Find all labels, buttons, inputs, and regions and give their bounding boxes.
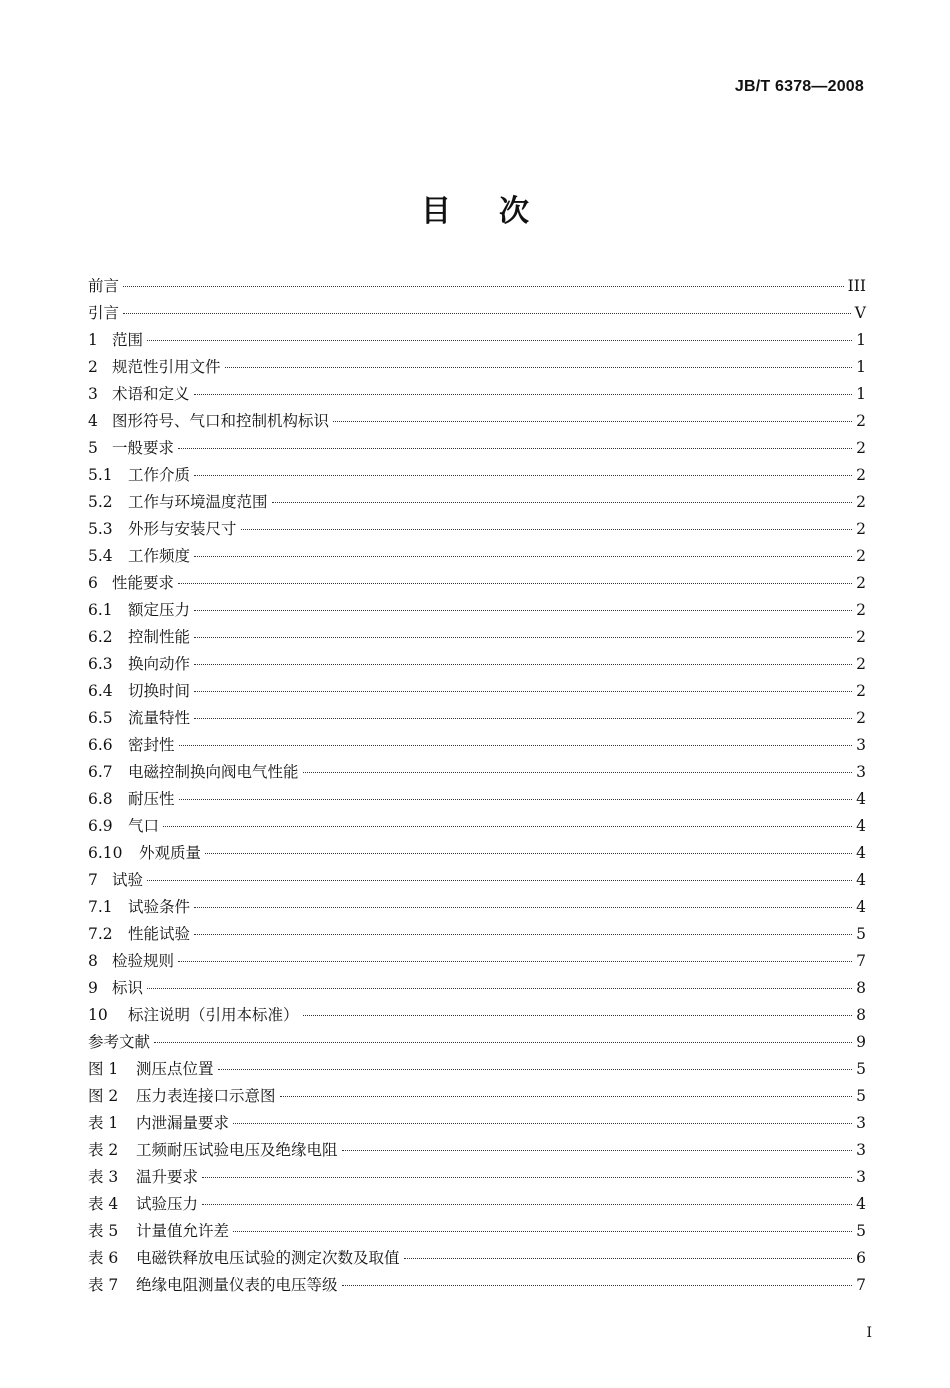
toc-entry[interactable] [88, 435, 866, 462]
dot-leader [233, 1122, 852, 1124]
toc-entry-page: 3 [856, 1114, 866, 1132]
toc-entry-number: 5.2 [88, 493, 113, 511]
toc-entry[interactable] [88, 462, 866, 489]
toc-entry[interactable] [88, 1191, 866, 1218]
toc-entry-title: 范围 [112, 331, 144, 349]
toc-entry[interactable] [88, 1272, 866, 1299]
toc-entry-title: 标识 [112, 979, 144, 997]
toc-entry[interactable] [88, 354, 866, 381]
toc-entry-title: 密封性 [128, 736, 175, 754]
toc-entry[interactable] [88, 381, 866, 408]
toc-entry-title: 电磁铁释放电压试验的测定次数及取值 [136, 1249, 400, 1267]
toc-entry-title: 流量特性 [128, 709, 191, 727]
toc-entry-number: 7.1 [88, 898, 113, 916]
dot-leader [179, 744, 853, 746]
toc-entry-page: 2 [856, 439, 866, 457]
toc-entry-title: 试验 [112, 871, 144, 889]
toc-entry-number: 图 2 [88, 1087, 119, 1105]
page-title: 目次 [421, 194, 577, 229]
dot-leader [194, 636, 852, 638]
dot-leader [178, 960, 852, 962]
dot-leader [202, 1203, 852, 1205]
dot-leader [179, 798, 853, 800]
toc-entry-page: 2 [856, 412, 866, 430]
toc-entry-page: 2 [856, 655, 866, 673]
toc-entry-number: 表 6 [88, 1249, 119, 1267]
toc-entry-title: 电磁控制换向阀电气性能 [128, 763, 299, 781]
toc-entry-number: 表 4 [88, 1195, 119, 1213]
toc-entry-title: 前言 [88, 277, 120, 295]
toc-entry-number: 6.6 [88, 736, 113, 754]
toc-entry-number: 5 [88, 439, 98, 457]
toc-entry-number: 7 [88, 871, 98, 889]
toc-entry-number: 6.4 [88, 682, 113, 700]
toc-entry[interactable] [88, 327, 866, 354]
toc-entry-page: 2 [856, 574, 866, 592]
toc-entry-title: 耐压性 [128, 790, 175, 808]
dot-leader [123, 312, 851, 314]
toc-entry-title: 压力表连接口示意图 [136, 1087, 276, 1105]
toc-entry-title: 外形与安装尺寸 [128, 520, 237, 538]
dot-leader [163, 825, 852, 827]
toc-entry-title: 引言 [88, 304, 120, 322]
toc-entry-page: 2 [856, 466, 866, 484]
toc-entry-title: 控制性能 [128, 628, 191, 646]
dot-leader [303, 1014, 853, 1016]
toc-entry-title: 工作介质 [128, 466, 191, 484]
toc-entry-title: 额定压力 [128, 601, 191, 619]
toc-entry-number: 6.3 [88, 655, 113, 673]
dot-leader [147, 879, 852, 881]
toc-entry[interactable] [88, 1110, 866, 1137]
toc-entry-title: 测压点位置 [136, 1060, 214, 1078]
toc-entry-title: 性能试验 [128, 925, 191, 943]
toc-entry-page: 4 [856, 1195, 866, 1213]
dot-leader [272, 501, 853, 503]
toc-entry-title: 图形符号、气口和控制机构标识 [112, 412, 330, 430]
toc-entry[interactable] [88, 1083, 866, 1110]
toc-entry-number: 1 [88, 331, 98, 349]
toc-entry[interactable] [88, 516, 866, 543]
dot-leader [342, 1284, 853, 1286]
dot-leader [205, 852, 852, 854]
dot-leader [194, 555, 852, 557]
toc-entry-number: 6.8 [88, 790, 113, 808]
dot-leader [202, 1176, 852, 1178]
dot-leader [225, 366, 853, 368]
toc-entry-number: 表 2 [88, 1141, 119, 1159]
toc-entry[interactable] [88, 273, 866, 300]
toc-entry-title: 工作频度 [128, 547, 191, 565]
toc-entry-number: 6.9 [88, 817, 113, 835]
toc-entry-page: 3 [856, 1141, 866, 1159]
toc-entry-number: 2 [88, 358, 98, 376]
toc-entry-number: 7.2 [88, 925, 113, 943]
toc-entry[interactable] [88, 1164, 866, 1191]
dot-leader [280, 1095, 853, 1097]
table-of-contents [88, 273, 866, 1299]
dot-leader [218, 1068, 853, 1070]
dot-leader [147, 339, 852, 341]
toc-entry-page: 5 [856, 1060, 866, 1078]
toc-entry-number: 3 [88, 385, 98, 403]
toc-entry-page: 2 [856, 682, 866, 700]
toc-entry-page: 2 [856, 709, 866, 727]
toc-entry-page: 4 [856, 844, 866, 862]
toc-entry-number: 表 5 [88, 1222, 119, 1240]
toc-entry[interactable] [88, 1056, 866, 1083]
toc-entry-page: 3 [856, 763, 866, 781]
toc-entry[interactable] [88, 840, 866, 867]
toc-entry[interactable] [88, 489, 866, 516]
dot-leader [194, 933, 852, 935]
dot-leader [194, 393, 853, 395]
toc-entry-title: 换向动作 [128, 655, 191, 673]
dot-leader [154, 1041, 852, 1043]
toc-entry[interactable] [88, 975, 866, 1002]
toc-entry-number: 5.1 [88, 466, 113, 484]
toc-entry-page: 1 [856, 358, 866, 376]
toc-entry-page: 3 [856, 1168, 866, 1186]
toc-entry[interactable] [88, 300, 866, 327]
toc-entry-page: 7 [856, 1276, 866, 1294]
toc-entry-page: 2 [856, 601, 866, 619]
toc-entry-page: 4 [856, 790, 866, 808]
toc-entry-number: 表 7 [88, 1276, 119, 1294]
toc-entry-title: 内泄漏量要求 [136, 1114, 230, 1132]
toc-entry-title: 外观质量 [139, 844, 202, 862]
toc-entry-page: 1 [856, 385, 866, 403]
toc-entry-page: 8 [856, 1006, 866, 1024]
toc-entry-page: 5 [856, 925, 866, 943]
toc-entry-page: 1 [856, 331, 866, 349]
toc-entry[interactable] [88, 732, 866, 759]
dot-leader [123, 285, 844, 287]
toc-entry-page: 4 [856, 871, 866, 889]
standard-code: JB/T 6378—2008 [734, 78, 864, 95]
toc-entry-page: V [854, 304, 866, 322]
dot-leader [241, 528, 853, 530]
toc-entry-title: 工频耐压试验电压及绝缘电阻 [136, 1141, 338, 1159]
toc-entry-page: 6 [856, 1249, 866, 1267]
page-number: I [866, 1325, 872, 1341]
toc-entry[interactable] [88, 705, 866, 732]
toc-entry-page: 9 [856, 1033, 866, 1051]
toc-entry-title: 性能要求 [112, 574, 175, 592]
toc-entry-number: 6.10 [88, 844, 123, 862]
toc-entry[interactable] [88, 921, 866, 948]
toc-entry-page: 7 [856, 952, 866, 970]
dot-leader [303, 771, 853, 773]
toc-entry[interactable] [88, 1137, 866, 1164]
toc-entry[interactable] [88, 570, 866, 597]
toc-entry-title: 参考文献 [88, 1033, 151, 1051]
dot-leader [194, 717, 852, 719]
toc-entry[interactable] [88, 543, 866, 570]
toc-entry-number: 6.2 [88, 628, 113, 646]
toc-entry[interactable] [88, 1245, 866, 1272]
toc-entry-title: 试验压力 [136, 1195, 199, 1213]
dot-leader [194, 663, 852, 665]
toc-entry[interactable] [88, 813, 866, 840]
toc-entry[interactable] [88, 1029, 866, 1056]
toc-entry-page: III [847, 277, 866, 295]
toc-entry[interactable] [88, 651, 866, 678]
toc-entry[interactable] [88, 597, 866, 624]
toc-entry-number: 6.7 [88, 763, 113, 781]
toc-entry-page: 5 [856, 1222, 866, 1240]
toc-entry-title: 绝缘电阻测量仪表的电压等级 [136, 1276, 338, 1294]
toc-entry-number: 9 [88, 979, 98, 997]
dot-leader [194, 609, 852, 611]
toc-entry[interactable] [88, 786, 866, 813]
toc-entry-number: 5.4 [88, 547, 113, 565]
toc-entry-title: 标注说明（引用本标准） [128, 1006, 299, 1024]
toc-entry-page: 5 [856, 1087, 866, 1105]
dot-leader [194, 690, 852, 692]
toc-entry-title: 气口 [128, 817, 160, 835]
dot-leader [233, 1230, 852, 1232]
toc-entry-number: 6 [88, 574, 98, 592]
toc-entry[interactable] [88, 759, 866, 786]
toc-entry-number: 表 3 [88, 1168, 119, 1186]
dot-leader [178, 582, 852, 584]
toc-entry-number: 5.3 [88, 520, 113, 538]
toc-entry-page: 2 [856, 547, 866, 565]
toc-entry-number: 4 [88, 412, 98, 430]
toc-entry-number: 10 [88, 1006, 108, 1024]
toc-entry-number: 6.1 [88, 601, 113, 619]
toc-entry-number: 表 1 [88, 1114, 119, 1132]
toc-entry[interactable] [88, 894, 866, 921]
toc-entry-number: 图 1 [88, 1060, 119, 1078]
toc-entry[interactable] [88, 867, 866, 894]
toc-entry[interactable] [88, 408, 866, 435]
dot-leader [404, 1257, 853, 1259]
toc-entry-page: 2 [856, 493, 866, 511]
dot-leader [147, 987, 852, 989]
dot-leader [194, 906, 852, 908]
toc-entry-title: 试验条件 [128, 898, 191, 916]
toc-entry-number: 8 [88, 952, 98, 970]
dot-leader [194, 474, 852, 476]
dot-leader [178, 447, 852, 449]
toc-entry-title: 计量值允许差 [136, 1222, 230, 1240]
toc-entry-page: 8 [856, 979, 866, 997]
toc-entry[interactable] [88, 948, 866, 975]
toc-entry-title: 温升要求 [136, 1168, 199, 1186]
toc-entry-title: 术语和定义 [112, 385, 190, 403]
toc-entry-title: 一般要求 [112, 439, 175, 457]
dot-leader [333, 420, 852, 422]
toc-entry[interactable] [88, 1002, 866, 1029]
toc-entry[interactable] [88, 624, 866, 651]
dot-leader [342, 1149, 853, 1151]
toc-entry-title: 工作与环境温度范围 [128, 493, 268, 511]
toc-entry-page: 2 [856, 520, 866, 538]
toc-entry-number: 6.5 [88, 709, 113, 727]
toc-entry-title: 检验规则 [112, 952, 175, 970]
toc-entry-page: 4 [856, 898, 866, 916]
toc-entry-page: 3 [856, 736, 866, 754]
toc-entry[interactable] [88, 1218, 866, 1245]
toc-entry-page: 4 [856, 817, 866, 835]
toc-entry[interactable] [88, 678, 866, 705]
toc-entry-page: 2 [856, 628, 866, 646]
toc-entry-title: 规范性引用文件 [112, 358, 221, 376]
toc-entry-title: 切换时间 [128, 682, 191, 700]
